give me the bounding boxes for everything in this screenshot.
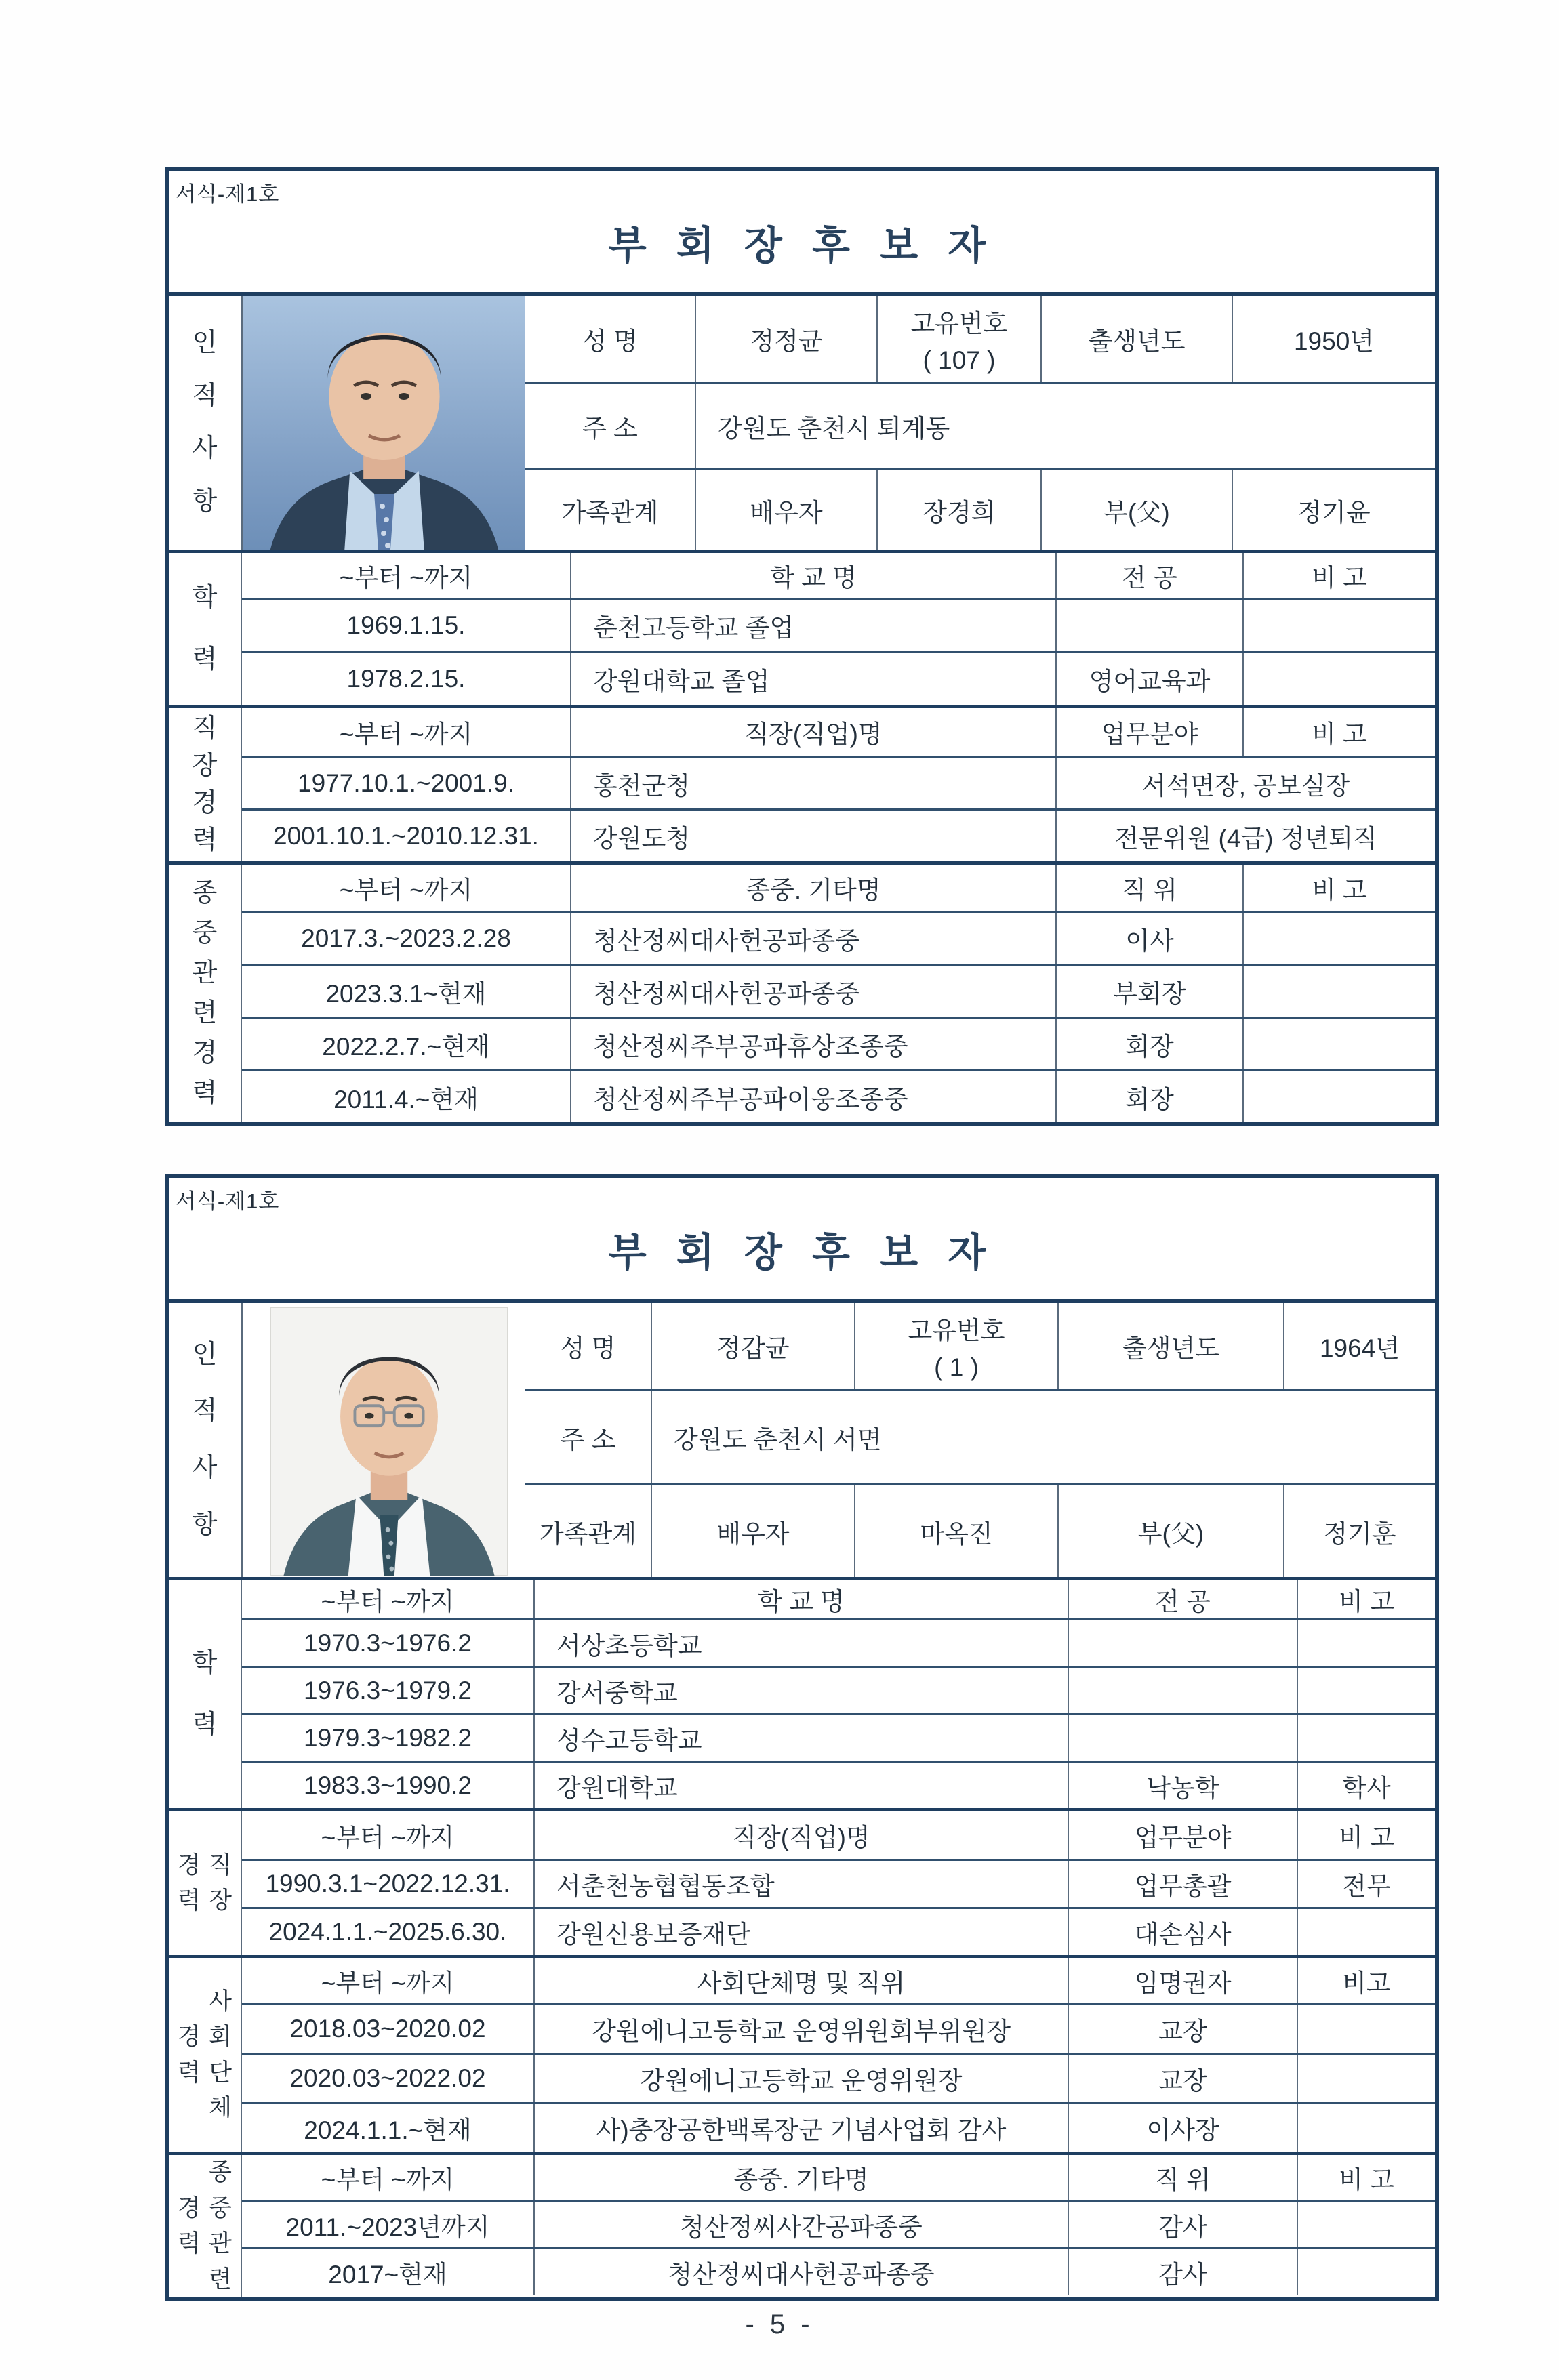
id-number-cell bbox=[876, 296, 1040, 382]
address-label: 주 소 bbox=[582, 414, 638, 443]
clan-section bbox=[169, 861, 1435, 1122]
clan-name-cell: 청산정씨대사헌공파종중 bbox=[570, 913, 1055, 964]
family-label: 가족관계 bbox=[561, 498, 659, 527]
col-header-position: 직 위 bbox=[1068, 2155, 1297, 2200]
workplace-cell: 강원신용보증재단 bbox=[533, 1909, 1068, 1955]
clan-section bbox=[169, 2152, 1435, 2297]
remark-cell bbox=[1242, 913, 1435, 964]
period-cell: 1990.3.1~2022.12.31. bbox=[265, 1870, 510, 1897]
period-cell: 2024.1.1.~현재 bbox=[304, 2116, 472, 2144]
clan-name-cell: 청산정씨대사헌공파종중 bbox=[570, 966, 1055, 1017]
address-value: 강원도 춘천시 퇴계동 bbox=[695, 384, 1435, 468]
career-section bbox=[169, 1808, 1435, 1955]
candidate-form-1 bbox=[165, 167, 1439, 1126]
remark-cell bbox=[1297, 2055, 1435, 2102]
school-cell: 서상초등학교 bbox=[533, 1620, 1068, 1666]
remark-cell bbox=[1297, 1620, 1435, 1666]
col-header-duty: 업무분야 bbox=[1068, 1811, 1297, 1859]
father-label: 부(父) bbox=[1040, 470, 1232, 550]
duty-cell: 대손심사 bbox=[1068, 1909, 1297, 1955]
col-header-clan-name: 종중. 기타명 bbox=[570, 865, 1055, 911]
social-row bbox=[242, 2003, 1435, 2053]
spouse-value: 장경희 bbox=[876, 470, 1040, 550]
id-number-cell bbox=[854, 1303, 1057, 1389]
section-label-text: 학력 bbox=[192, 1648, 218, 1739]
remark-cell bbox=[1297, 2005, 1435, 2053]
form-title: 부 회 장 후 보 자 bbox=[608, 224, 996, 268]
birth-year-label: 출생년도 bbox=[1040, 296, 1232, 382]
career-row bbox=[242, 808, 1435, 861]
remark-cell bbox=[1242, 600, 1435, 651]
period-cell: 2017.3.~2023.2.28 bbox=[301, 924, 511, 952]
col-header-period: ~부터 ~까지 bbox=[339, 720, 473, 748]
period-cell: 2011.4.~현재 bbox=[333, 1085, 479, 1113]
education-row bbox=[242, 1761, 1435, 1808]
duty-cell: 서석면장, 공보실장 bbox=[1055, 758, 1435, 808]
page-number: - 5 - bbox=[745, 2310, 814, 2339]
duty-cell: 전문위원 (4급) 정년퇴직 bbox=[1055, 811, 1435, 861]
remark-cell bbox=[1242, 1019, 1435, 1069]
career-row bbox=[242, 1859, 1435, 1907]
birth-year-value: 1950년 bbox=[1232, 296, 1435, 382]
career-row bbox=[242, 756, 1435, 808]
appointer-cell: 이사장 bbox=[1068, 2104, 1297, 2152]
position-cell: 감사 bbox=[1068, 2202, 1297, 2247]
name-label: 성 명 bbox=[582, 327, 638, 355]
col-header-organization: 사회단체명 및 직위 bbox=[533, 1958, 1068, 2003]
remark-cell: 전무 bbox=[1297, 1861, 1435, 1907]
remark-cell bbox=[1242, 653, 1435, 705]
clan-row bbox=[242, 964, 1435, 1017]
section-label-text: 인적사항 bbox=[192, 329, 218, 516]
school-cell: 성수고등학교 bbox=[533, 1715, 1068, 1761]
spouse-label: 배우자 bbox=[651, 1485, 854, 1577]
remark-cell bbox=[1242, 966, 1435, 1017]
workplace-cell: 홍천군청 bbox=[570, 758, 1055, 808]
section-label-personal bbox=[169, 296, 242, 550]
personal-info-section bbox=[169, 1303, 1435, 1577]
section-label-text: 경력 종중관련 bbox=[178, 2159, 232, 2293]
clan-name-cell: 청산정씨주부공파이웅조종중 bbox=[570, 1071, 1055, 1122]
period-cell: 2018.03~2020.02 bbox=[289, 2015, 486, 2043]
birth-year-label: 출생년도 bbox=[1057, 1303, 1283, 1389]
section-label-career bbox=[169, 708, 242, 861]
remark-cell bbox=[1297, 2249, 1435, 2295]
career-row bbox=[242, 1907, 1435, 1955]
period-cell: 2017~현재 bbox=[328, 2260, 447, 2289]
section-label-career bbox=[169, 1811, 242, 1955]
spouse-label: 배우자 bbox=[695, 470, 876, 550]
form-header bbox=[169, 171, 1435, 296]
workplace-cell: 강원도청 bbox=[570, 811, 1055, 861]
major-cell bbox=[1068, 1620, 1297, 1666]
clan-row bbox=[242, 911, 1435, 964]
col-header-workplace: 직장(직업)명 bbox=[533, 1811, 1068, 1859]
remark-cell bbox=[1297, 2202, 1435, 2247]
col-header-duty: 업무분야 bbox=[1055, 708, 1242, 756]
address-value: 강원도 춘천시 서면 bbox=[651, 1391, 1435, 1483]
education-section bbox=[169, 1577, 1435, 1808]
social-row bbox=[242, 2053, 1435, 2102]
education-row bbox=[242, 1713, 1435, 1761]
section-label-text: 학력 bbox=[192, 583, 218, 674]
col-header-school: 학 교 명 bbox=[533, 1580, 1068, 1618]
col-header-appointer: 임명권자 bbox=[1068, 1958, 1297, 2003]
col-header-period: ~부터 ~까지 bbox=[339, 564, 473, 592]
section-label-social bbox=[169, 1958, 242, 2152]
form-title: 부 회 장 후 보 자 bbox=[608, 1231, 996, 1275]
id-number-value: ( 1 ) bbox=[934, 1353, 979, 1381]
period-cell: 1976.3~1979.2 bbox=[304, 1676, 472, 1704]
col-header-workplace: 직장(직업)명 bbox=[570, 708, 1055, 756]
education-row bbox=[242, 651, 1435, 705]
col-header-major: 전 공 bbox=[1055, 553, 1242, 598]
organization-cell: 강원에니고등학교 운영위원장 bbox=[533, 2055, 1068, 2102]
col-header-clan-name: 종중. 기타명 bbox=[533, 2155, 1068, 2200]
id-number-value: ( 107 ) bbox=[923, 346, 996, 374]
social-section bbox=[169, 1955, 1435, 2152]
col-header-period: ~부터 ~까지 bbox=[321, 2166, 455, 2194]
section-label-text: 직장경력 bbox=[192, 714, 218, 855]
period-cell: 2001.10.1.~2010.12.31. bbox=[273, 821, 539, 850]
col-header-position: 직 위 bbox=[1055, 865, 1242, 911]
name-value: 정정균 bbox=[695, 296, 876, 382]
education-row bbox=[242, 1666, 1435, 1713]
father-value: 정기윤 bbox=[1232, 470, 1435, 550]
name-value: 정갑균 bbox=[651, 1303, 854, 1389]
major-cell bbox=[1055, 600, 1242, 651]
col-header-remark: 비 고 bbox=[1297, 1811, 1435, 1859]
col-header-period: ~부터 ~까지 bbox=[339, 876, 473, 904]
major-cell bbox=[1068, 1668, 1297, 1713]
duty-cell: 업무총괄 bbox=[1068, 1861, 1297, 1907]
section-label-text: 종중관련경력 bbox=[192, 879, 218, 1107]
section-label-clan bbox=[169, 2155, 242, 2297]
clan-row bbox=[242, 2200, 1435, 2247]
period-cell: 2011.~2023년까지 bbox=[285, 2213, 490, 2241]
section-label-clan bbox=[169, 865, 242, 1122]
clan-row bbox=[242, 2247, 1435, 2295]
social-row bbox=[242, 2102, 1435, 2152]
major-cell bbox=[1068, 1715, 1297, 1761]
clan-name-cell: 청산정씨사간공파종중 bbox=[533, 2202, 1068, 2247]
section-label-text: 인적사항 bbox=[192, 1340, 218, 1539]
clan-row bbox=[242, 1069, 1435, 1122]
col-header-remark: 비 고 bbox=[1297, 2155, 1435, 2200]
position-cell: 감사 bbox=[1068, 2249, 1297, 2295]
section-label-personal bbox=[169, 1303, 242, 1577]
period-cell: 1970.3~1976.2 bbox=[304, 1628, 472, 1657]
remark-cell bbox=[1297, 1668, 1435, 1713]
position-cell: 회장 bbox=[1055, 1019, 1242, 1069]
workplace-cell: 서춘천농협협동조합 bbox=[533, 1861, 1068, 1907]
candidate-photo bbox=[242, 296, 525, 550]
remark-cell bbox=[1297, 1909, 1435, 1955]
position-cell: 부회장 bbox=[1055, 966, 1242, 1017]
col-header-period: ~부터 ~까지 bbox=[321, 1969, 455, 1997]
education-row bbox=[242, 598, 1435, 651]
birth-year-value: 1964년 bbox=[1283, 1303, 1435, 1389]
form-header bbox=[169, 1178, 1435, 1303]
school-cell: 춘천고등학교 졸업 bbox=[570, 600, 1055, 651]
address-label: 주 소 bbox=[560, 1425, 616, 1454]
personal-info-section bbox=[169, 296, 1435, 550]
school-cell: 강서중학교 bbox=[533, 1668, 1068, 1713]
career-section bbox=[169, 705, 1435, 861]
col-header-remark: 비 고 bbox=[1242, 708, 1435, 756]
clan-row bbox=[242, 1017, 1435, 1069]
remark-cell bbox=[1242, 1071, 1435, 1122]
id-number-label: 고유번호 bbox=[908, 1317, 1005, 1345]
period-cell: 1978.2.15. bbox=[346, 664, 466, 693]
appointer-cell: 교장 bbox=[1068, 2055, 1297, 2102]
clan-name-cell: 청산정씨주부공파휴상조종중 bbox=[570, 1019, 1055, 1069]
section-label-text: 경력 직장 bbox=[178, 1851, 232, 1914]
spouse-value: 마옥진 bbox=[854, 1485, 1057, 1577]
col-header-remark: 비 고 bbox=[1297, 1580, 1435, 1618]
period-cell: 2023.3.1~현재 bbox=[325, 979, 487, 1008]
remark-cell bbox=[1297, 2104, 1435, 2152]
col-header-period: ~부터 ~까지 bbox=[321, 1824, 455, 1851]
remark-cell bbox=[1297, 1715, 1435, 1761]
form-number-label: 서식-제1호 bbox=[176, 182, 280, 206]
period-cell: 1983.3~1990.2 bbox=[304, 1771, 472, 1799]
clan-name-cell: 청산정씨대사헌공파종중 bbox=[533, 2249, 1068, 2295]
school-cell: 강원대학교 bbox=[533, 1763, 1068, 1808]
school-cell: 강원대학교 졸업 bbox=[570, 653, 1055, 705]
period-cell: 1979.3~1982.2 bbox=[304, 1723, 472, 1752]
period-cell: 2020.03~2022.02 bbox=[289, 2064, 486, 2092]
name-label: 성 명 bbox=[560, 1334, 616, 1362]
education-row bbox=[242, 1618, 1435, 1666]
remark-cell: 학사 bbox=[1297, 1763, 1435, 1808]
col-header-remark: 비고 bbox=[1297, 1958, 1435, 2003]
organization-cell: 강원에니고등학교 운영위원회부위원장 bbox=[533, 2005, 1068, 2053]
appointer-cell: 교장 bbox=[1068, 2005, 1297, 2053]
col-header-period: ~부터 ~까지 bbox=[321, 1588, 455, 1616]
col-header-school: 학 교 명 bbox=[570, 553, 1055, 598]
position-cell: 이사 bbox=[1055, 913, 1242, 964]
col-header-remark: 비 고 bbox=[1242, 865, 1435, 911]
period-cell: 2024.1.1.~2025.6.30. bbox=[268, 1918, 507, 1946]
father-value: 정기훈 bbox=[1283, 1485, 1435, 1577]
id-number-label: 고유번호 bbox=[910, 310, 1008, 337]
family-label: 가족관계 bbox=[540, 1519, 636, 1548]
major-cell: 영어교육과 bbox=[1055, 653, 1242, 705]
section-label-education bbox=[169, 553, 242, 705]
education-section bbox=[169, 550, 1435, 705]
major-cell: 낙농학 bbox=[1068, 1763, 1297, 1808]
section-label-text: 경력 사회단체 bbox=[178, 1988, 232, 2121]
candidate-form-2 bbox=[165, 1174, 1439, 2301]
period-cell: 1977.10.1.~2001.9. bbox=[298, 768, 514, 797]
section-label-education bbox=[169, 1580, 242, 1808]
col-header-remark: 비 고 bbox=[1242, 553, 1435, 598]
position-cell: 회장 bbox=[1055, 1071, 1242, 1122]
period-cell: 2022.2.7.~현재 bbox=[322, 1032, 490, 1061]
col-header-major: 전 공 bbox=[1068, 1580, 1297, 1618]
period-cell: 1969.1.15. bbox=[346, 611, 466, 639]
father-label: 부(父) bbox=[1057, 1485, 1283, 1577]
organization-cell: 사)충장공한백록장군 기념사업회 감사 bbox=[533, 2104, 1068, 2152]
form-number-label: 서식-제1호 bbox=[176, 1189, 280, 1213]
candidate-photo bbox=[242, 1303, 525, 1577]
